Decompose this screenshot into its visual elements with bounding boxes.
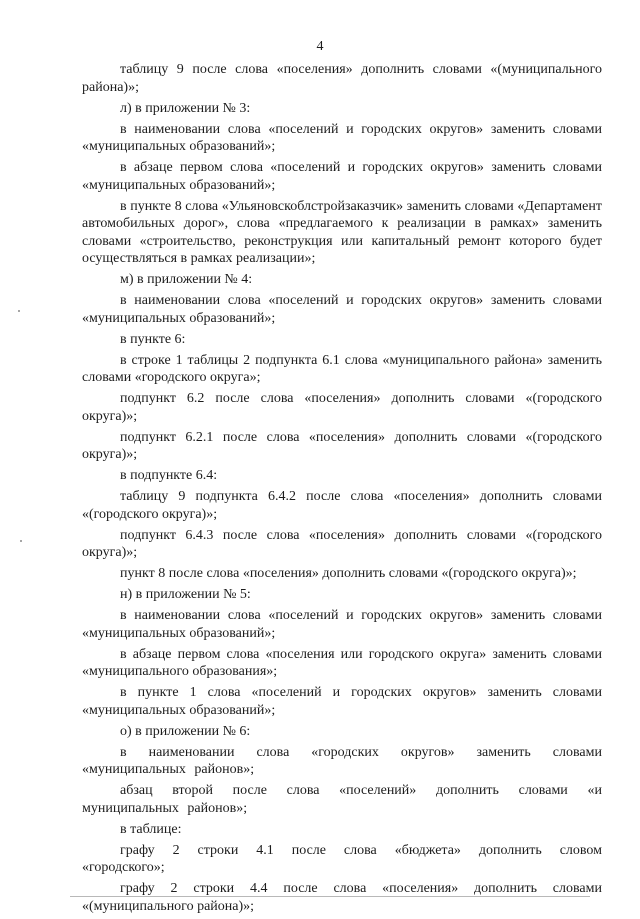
paragraph-18: в абзаце первом слова «поселения или городского округа» заменить словами «муниципального образования»;	[82, 646, 602, 679]
paragraph-22: абзац второй после слова «поселений» дополнить словами «и муниципальных районов»;	[82, 783, 602, 816]
paragraph-19: в пункте 1 слова «поселений и городских округов» заменить словами «муниципальных образований»;	[82, 685, 602, 718]
paragraph-15: пункт 8 после слова «поселения» дополнить словами «(городского округа)»;	[120, 566, 577, 581]
paragraph-21: в наименовании слова «городских округов» заменить словами «муниципальных районов»;	[82, 744, 602, 777]
paragraph-24: графу 2 строки 4.1 после слова «бюджета» дополнить словом «городского»;	[82, 842, 602, 875]
scan-speck	[18, 310, 20, 312]
paragraph-4: в абзаце первом слова «поселений и городских округов» заменить словами «муниципальных образований»;	[82, 160, 602, 193]
paragraph-12: в подпункте 6.4:	[120, 468, 218, 483]
paragraph-2: л) в приложении № 3:	[120, 100, 251, 116]
paragraph-20: о) в приложении № 6:	[120, 723, 251, 739]
paragraph-3: в наименовании слова «поселений и городских округов» заменить словами «муниципальных образований»;	[82, 121, 602, 154]
scan-speck	[20, 540, 22, 542]
paragraph-5: в пункте 8 слова «Ульяновскоблстройзаказчик» заменить словами «Департамент автомобильных дорог», слова «предлагаемого к реализации в рамках» заменить словами «строительство, реконструкция или капитальный ремонт которого будет осуществляться в рамках реализации»;	[82, 198, 602, 266]
paragraph-7: в наименовании слова «поселений и городских округов» заменить словами «муниципальных образований»;	[82, 293, 602, 326]
paragraph-13: таблицу 9 подпункта 6.4.2 после слова «поселения» дополнить словами «(городского округа)»;	[82, 489, 602, 522]
paragraph-6: м) в приложении № 4:	[120, 272, 253, 287]
paragraph-8: в пункте 6:	[120, 331, 186, 347]
paragraph-9: в строке 1 таблицы 2 подпункта 6.1 слова «муниципального района» заменить словами «городского округа»;	[82, 352, 602, 385]
paragraph-14: подпункт 6.4.3 после слова «поселения» дополнить словами «(городского округа)»;	[82, 527, 602, 560]
paragraph-1: таблицу 9 после слова «поселения» дополнить словами «(муниципального района)»;	[82, 62, 602, 95]
paragraph-25: графу 2 строки 4.4 после слова «поселения» дополнить словами «(муниципального района)»;	[82, 881, 602, 914]
page-number: 4	[316, 39, 324, 54]
paragraph-11: подпункт 6.2.1 после слова «поселения» дополнить словами «(городского округа)»;	[82, 429, 602, 462]
paragraph-23: в таблице:	[120, 821, 182, 837]
paragraph-17: в наименовании слова «поселений и городских округов» заменить словами «муниципальных образований»;	[82, 608, 602, 641]
paragraph-10: подпункт 6.2 после слова «поселения» дополнить словами «(городского округа)»;	[82, 391, 602, 424]
paragraph-16: н) в приложении № 5:	[120, 587, 251, 602]
document-body	[82, 61, 602, 919]
scan-edge-line	[70, 896, 590, 897]
